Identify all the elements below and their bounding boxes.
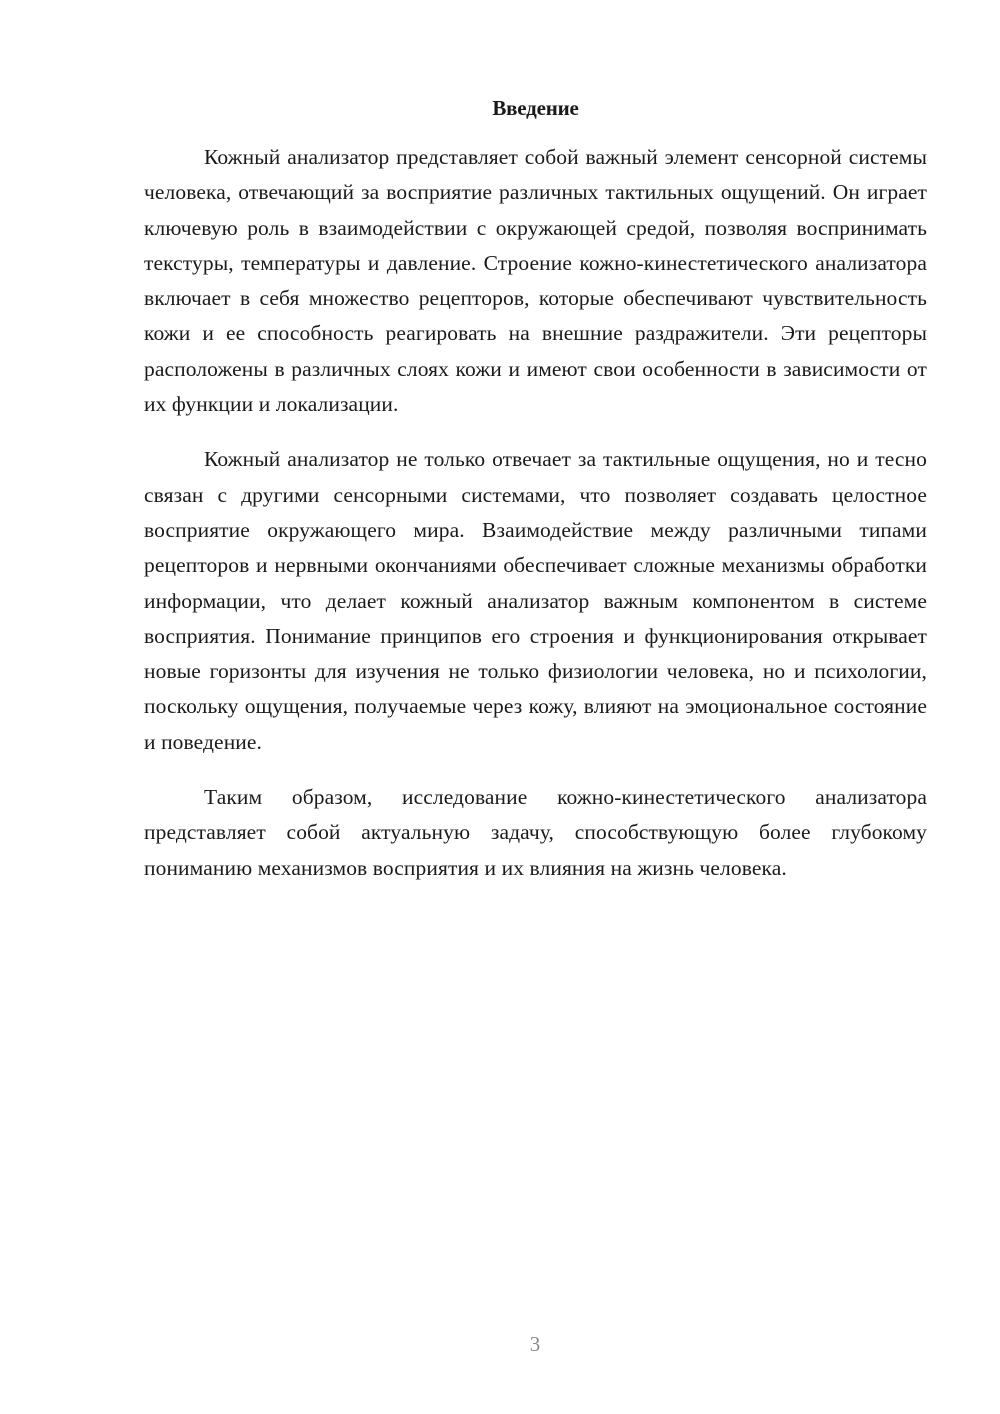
paragraph-2: Кожный анализатор не только отвечает за тактильные ощущения, но и тесно связан с другими сенсорными системами, что позволяет создавать целостное восприятие окружающего мира. Взаимодействие между различными типами рецепторов и нервными окончаниями обеспечивает сложные механизмы обработки информации, что делает кожный анализатор важным компонентом в системе восприятия. Понимание принципов его строения и функционирования открывает новые горизонты для изучения не только физиологии человека, но и психологии, поскольку ощущения, получаемые через кожу, влияют на эмоциональное состояние и поведение. bbox=[144, 447, 927, 754]
paragraph-3: Таким образом, исследование кожно-кинестетического анализатора представляет собой актуальную задачу, способствующую более глубокому пониманию механизмов восприятия и их влияния на жизнь человека. bbox=[144, 785, 927, 880]
section-heading: Введение bbox=[492, 96, 579, 120]
paragraph-1: Кожный анализатор представляет собой важный элемент сенсорной системы человека, отвечающий за восприятие различных тактильных ощущений. Он играет ключевую роль в взаимодействии с окружающей средой, позволяя воспринимать текстуры, температуры и давление. Строение кожно-кинестетического анализатора включает в себя множество рецепторов, которые обеспечивают чувствительность кожи и ее способность реагировать на внешние раздражители. Эти рецепторы расположены в различных слоях кожи и имеют свои особенности в зависимости от их функции и локализации. bbox=[144, 145, 927, 417]
page-number: 3 bbox=[529, 1332, 541, 1356]
page-content bbox=[144, 90, 927, 906]
